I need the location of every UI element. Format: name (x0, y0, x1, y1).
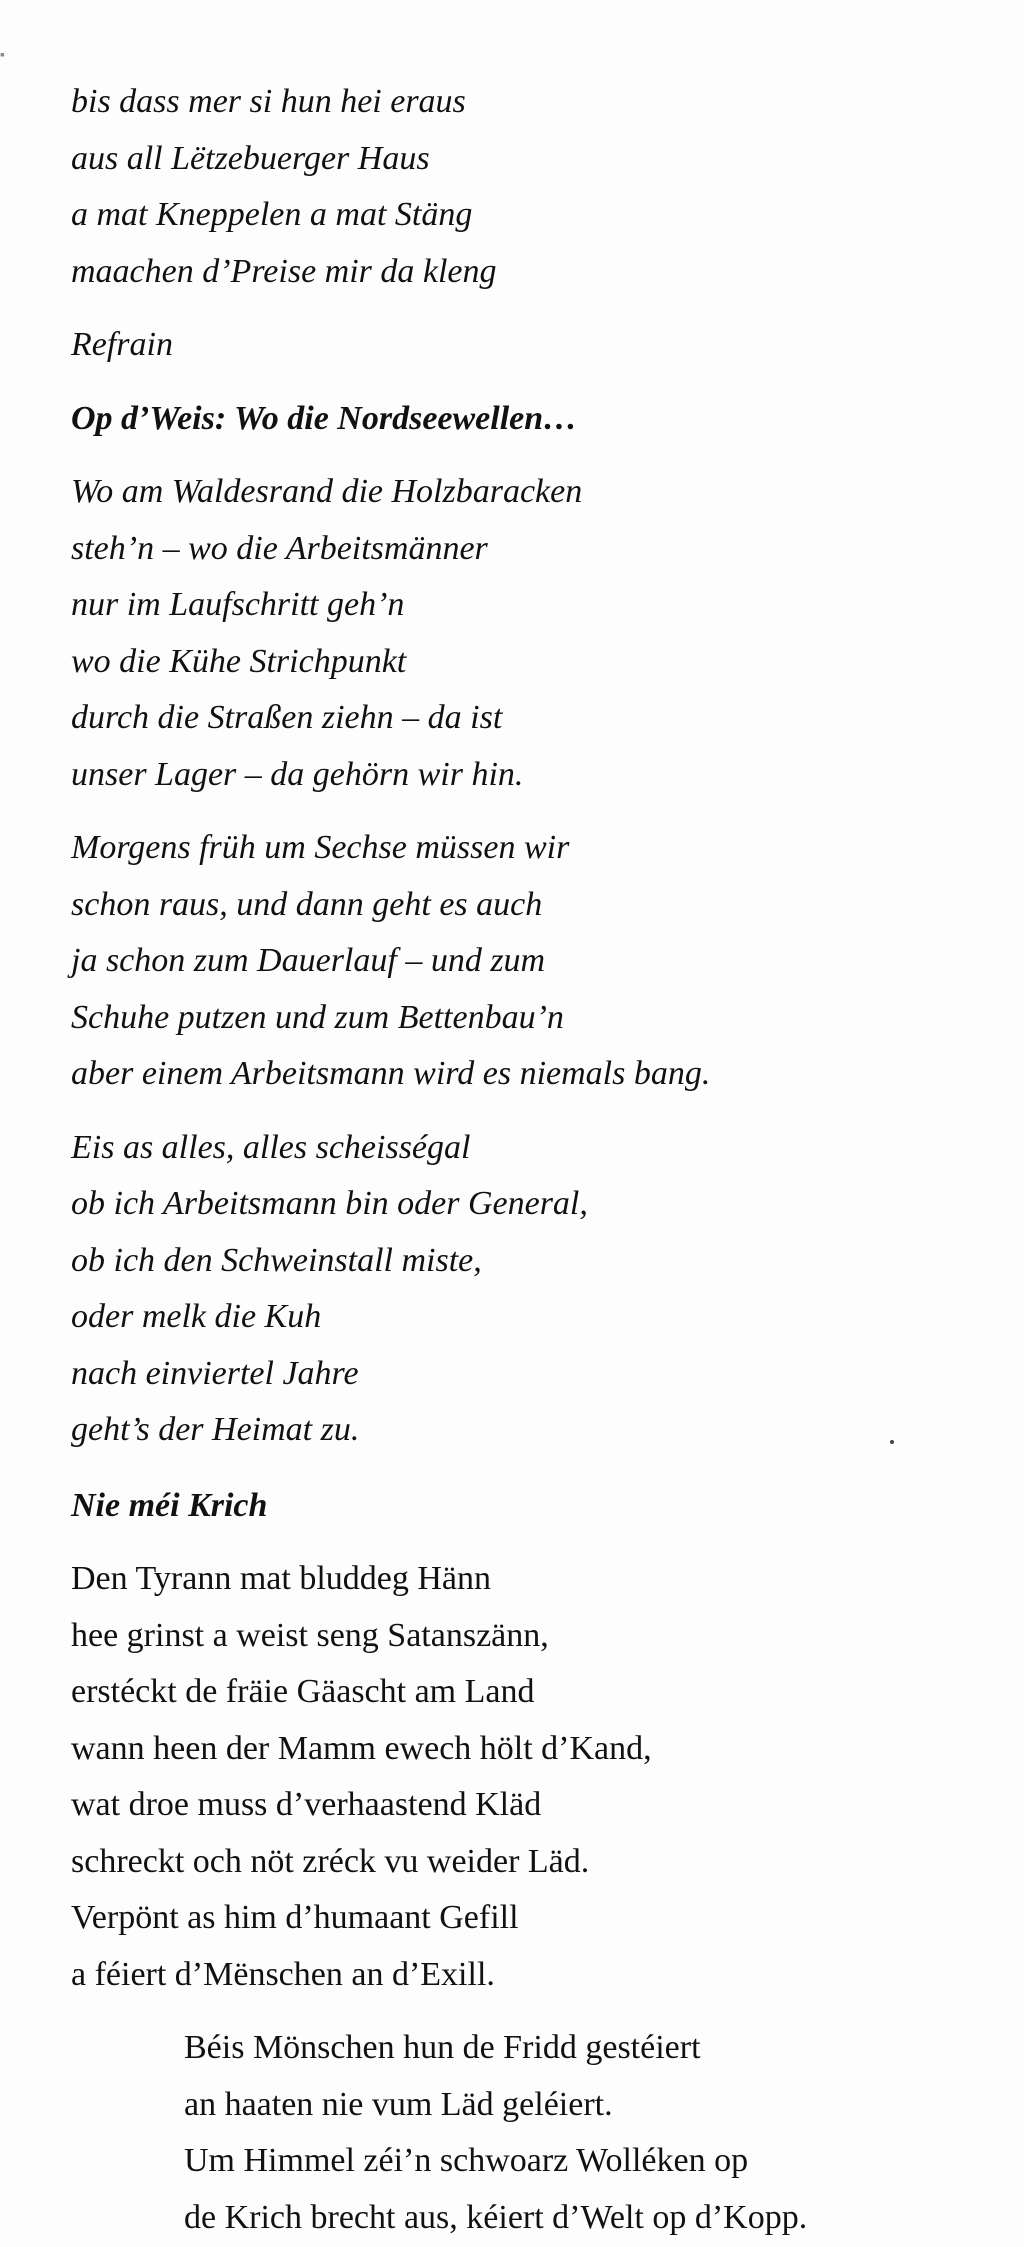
stanza-4 (71, 1120, 991, 1459)
verse-line: a mat Kneppelen a mat Stäng (71, 196, 473, 233)
verse-line: aber einem Arbeitsmann wird es niemals bang. (71, 1055, 711, 1092)
verse-line: ob ich Arbeitsmann bin oder General, (71, 1185, 588, 1222)
verse-line: oder melk die Kuh (71, 1298, 322, 1335)
verse-line: steh’n – wo die Arbeitsmänner (71, 529, 488, 567)
verse-line: wo die Kühe Strichpunkt (71, 642, 407, 680)
verse-line: ja schon zum Dauerlauf – und zum (71, 942, 546, 979)
verse-line: unser Lager – da gehörn wir hin. (71, 755, 524, 793)
poem-title: Nie méi Krich (71, 1486, 268, 1524)
verse-line: schon raus, und dann geht es auch (71, 885, 543, 923)
verse-line: erstéckt de fräie Gäascht am Land (71, 1673, 535, 1710)
refrain-label: Refrain (71, 326, 173, 363)
verse-line: hee grinst a weist seng Satanszänn, (71, 1616, 549, 1654)
verse-line: Wo am Waldesrand die Holzbaracken (71, 473, 583, 510)
stanza-2 (71, 464, 991, 803)
verse-line: wann heen der Mamm ewech hölt d’Kand, (71, 1729, 652, 1767)
verse-line: schreckt och nöt zréck vu weider Läd. (71, 1842, 590, 1880)
verse-line: nach einviertel Jahre (71, 1354, 359, 1392)
scan-speck: ▪ (0, 48, 5, 63)
verse-line: aus all Lëtzebuerger Haus (71, 139, 430, 177)
stanza-1 (71, 74, 991, 300)
verse-line: Morgens früh um Sechse müssen wir (71, 829, 570, 866)
verse-line: Verpönt as him d’humaant Gefill (71, 1899, 519, 1936)
verse-line: Den Tyrann mat bluddeg Hänn (71, 1560, 492, 1597)
verse-line: wat droe muss d’verhaastend Kläd (71, 1786, 542, 1823)
verse-line: Schuhe putzen und zum Bettenbau’n (71, 998, 564, 1036)
verse-line: maachen d’Preise mir da kleng (71, 252, 497, 290)
text-column (71, 74, 991, 2246)
verse-line: Um Himmel zéi’n schwoarz Wolléken op (184, 2142, 749, 2179)
verse-line: geht’s der Heimat zu. (71, 1411, 360, 1448)
verse-line: a féiert d’Mënschen an d’Exill. (71, 1955, 495, 1993)
verse-line: Béis Mönschen hun de Fridd gestéiert (184, 2029, 701, 2066)
verse-line: nur im Laufschritt geh’n (71, 586, 405, 623)
verse-line: Eis as alles, alles scheisségal (71, 1128, 471, 1166)
verse-line: de Krich brecht aus, kéiert d’Welt op d’Kopp. (184, 2198, 808, 2236)
song-heading: Op d’Weis: Wo die Nordseewellen… (71, 399, 578, 437)
verse-line: ob ich den Schweinstall miste, (71, 1241, 482, 1279)
stanza-5 (71, 1551, 991, 2003)
verse-line: durch die Straßen ziehn – da ist (71, 699, 503, 736)
verse-line: an haaten nie vum Läd geléiert. (184, 2085, 613, 2123)
verse-line: bis dass mer si hun hei eraus (71, 83, 466, 120)
stanza-6 (71, 2020, 991, 2246)
stanza-3 (71, 820, 991, 1103)
